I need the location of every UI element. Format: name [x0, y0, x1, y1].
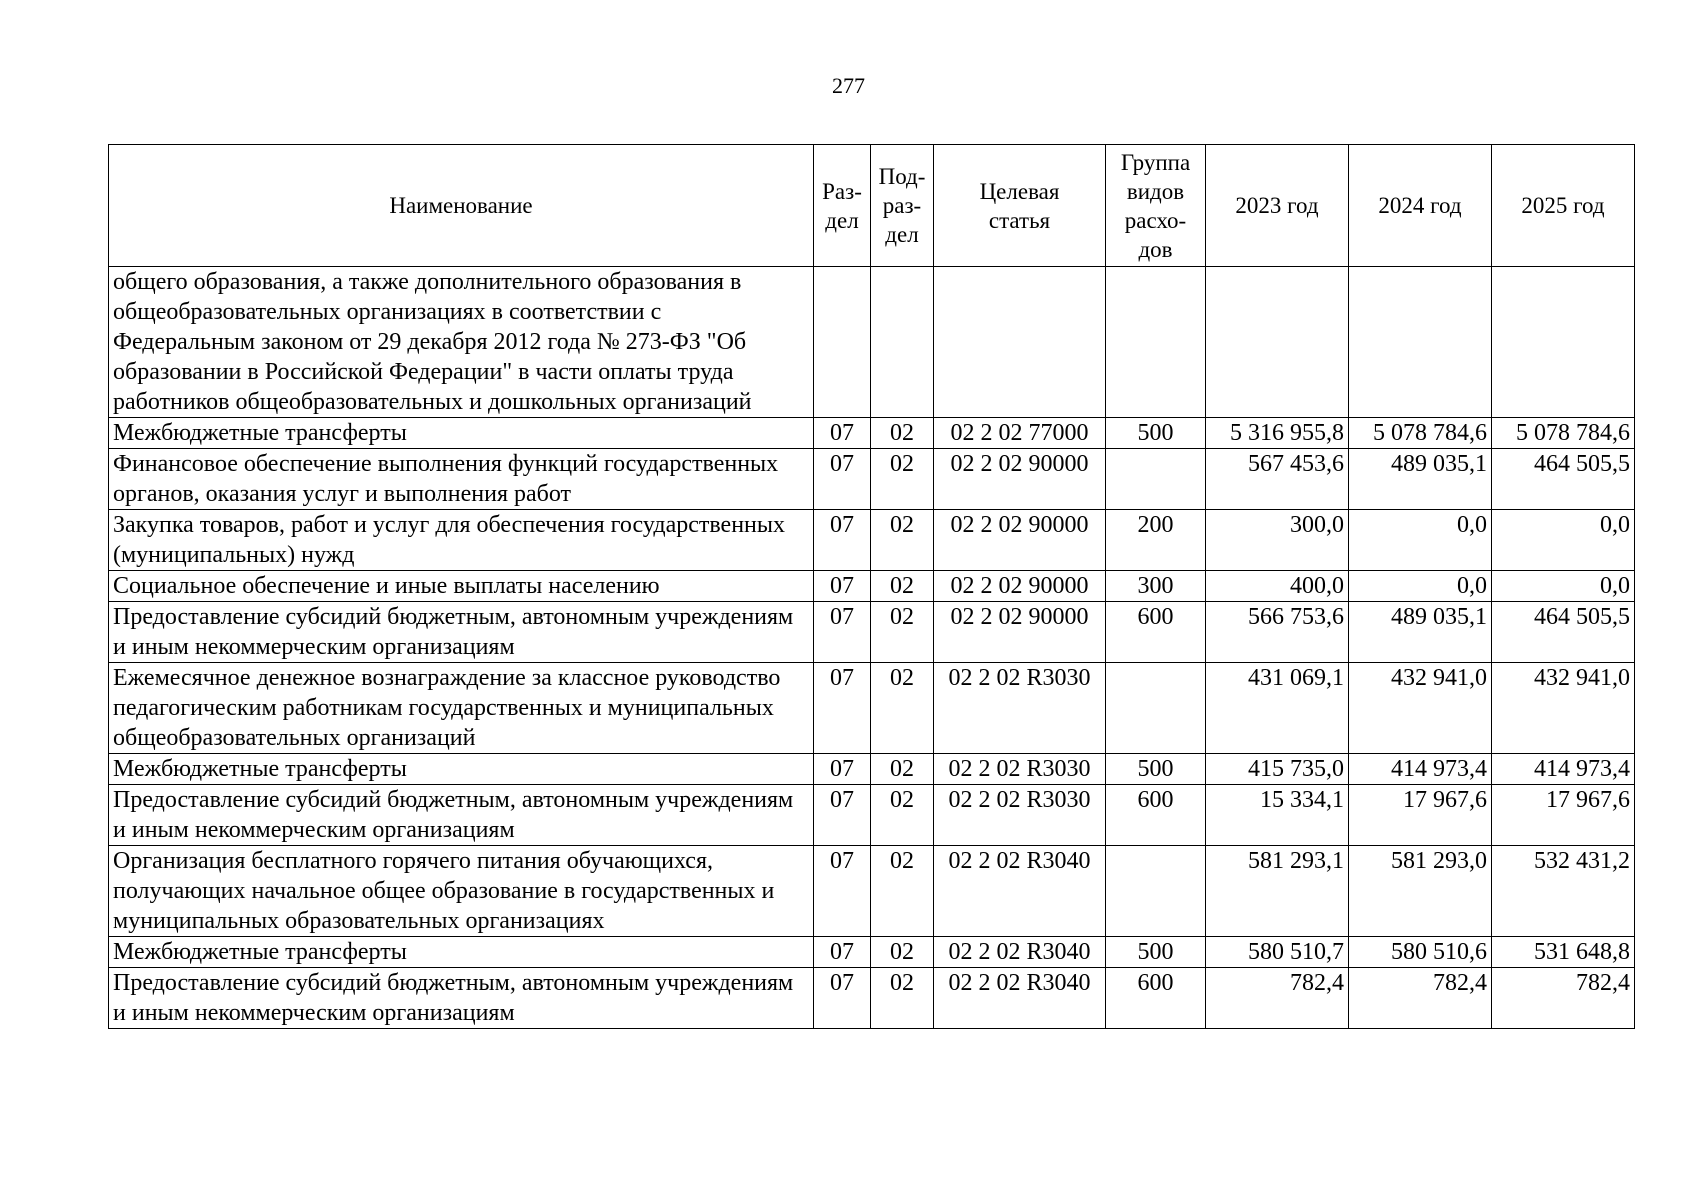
row-expense-group: 500 — [1106, 754, 1206, 785]
row-name: Организация бесплатного горячего питания обучающихся, получающих начальное общее образование в государственных и муниципальных образовательных организациях — [109, 846, 814, 937]
row-section: 07 — [814, 785, 871, 846]
row-amount-2025: 782,4 — [1492, 968, 1635, 1029]
row-amount-2024: 5 078 784,6 — [1349, 418, 1492, 449]
row-amount-2023: 782,4 — [1206, 968, 1349, 1029]
row-amount-2023: 15 334,1 — [1206, 785, 1349, 846]
row-amount-2025: 532 431,2 — [1492, 846, 1635, 937]
row-expense-group — [1106, 846, 1206, 937]
row-amount-2023: 431 069,1 — [1206, 663, 1349, 754]
header-expense-group: Группа видов расхо- дов — [1106, 145, 1206, 267]
header-year-2025: 2025 год — [1492, 145, 1635, 267]
row-amount-2024: 0,0 — [1349, 510, 1492, 571]
table-row — [109, 267, 1635, 418]
row-section — [814, 267, 871, 418]
row-section: 07 — [814, 602, 871, 663]
table-row — [109, 663, 1635, 754]
row-amount-2023: 580 510,7 — [1206, 937, 1349, 968]
table-row — [109, 785, 1635, 846]
row-amount-2025: 5 078 784,6 — [1492, 418, 1635, 449]
header-section: Раз- дел — [814, 145, 871, 267]
row-subsection: 02 — [871, 968, 934, 1029]
row-amount-2024: 581 293,0 — [1349, 846, 1492, 937]
row-name: Социальное обеспечение и иные выплаты населению — [109, 571, 814, 602]
row-expense-group: 500 — [1106, 418, 1206, 449]
row-amount-2025: 414 973,4 — [1492, 754, 1635, 785]
table-row — [109, 602, 1635, 663]
row-name: общего образования, а также дополнительного образования в общеобразовательных организациях в соответствии с Федеральным законом от 29 декабря 2012 года № 273-ФЗ "Об образовании в Российской Федерации" в части оплаты труда работников общеобразовательных и дошкольных организаций — [109, 267, 814, 418]
row-subsection — [871, 267, 934, 418]
row-amount-2025: 432 941,0 — [1492, 663, 1635, 754]
row-expense-group: 600 — [1106, 785, 1206, 846]
row-name: Предоставление субсидий бюджетным, автономным учреждениям и иным некоммерческим организациям — [109, 602, 814, 663]
table-row — [109, 510, 1635, 571]
row-target-article: 02 2 02 R3040 — [934, 968, 1106, 1029]
budget-table — [108, 144, 1635, 1029]
row-amount-2024: 414 973,4 — [1349, 754, 1492, 785]
row-expense-group: 500 — [1106, 937, 1206, 968]
row-expense-group — [1106, 449, 1206, 510]
row-subsection: 02 — [871, 571, 934, 602]
row-section: 07 — [814, 418, 871, 449]
row-amount-2023 — [1206, 267, 1349, 418]
row-target-article: 02 2 02 R3030 — [934, 754, 1106, 785]
row-amount-2024: 17 967,6 — [1349, 785, 1492, 846]
row-section: 07 — [814, 510, 871, 571]
row-amount-2023: 400,0 — [1206, 571, 1349, 602]
row-target-article: 02 2 02 R3040 — [934, 846, 1106, 937]
row-target-article: 02 2 02 90000 — [934, 602, 1106, 663]
row-name: Межбюджетные трансферты — [109, 937, 814, 968]
row-amount-2024: 432 941,0 — [1349, 663, 1492, 754]
row-target-article: 02 2 02 R3030 — [934, 785, 1106, 846]
row-subsection: 02 — [871, 602, 934, 663]
row-expense-group: 200 — [1106, 510, 1206, 571]
row-expense-group: 300 — [1106, 571, 1206, 602]
row-amount-2025: 464 505,5 — [1492, 602, 1635, 663]
row-name: Закупка товаров, работ и услуг для обеспечения государственных (муниципальных) нужд — [109, 510, 814, 571]
row-section: 07 — [814, 663, 871, 754]
row-target-article: 02 2 02 90000 — [934, 571, 1106, 602]
table-row — [109, 449, 1635, 510]
row-target-article — [934, 267, 1106, 418]
row-amount-2023: 581 293,1 — [1206, 846, 1349, 937]
row-name: Финансовое обеспечение выполнения функций государственных органов, оказания услуг и выполнения работ — [109, 449, 814, 510]
row-target-article: 02 2 02 90000 — [934, 449, 1106, 510]
row-expense-group: 600 — [1106, 968, 1206, 1029]
row-target-article: 02 2 02 77000 — [934, 418, 1106, 449]
row-section: 07 — [814, 571, 871, 602]
row-subsection: 02 — [871, 937, 934, 968]
row-subsection: 02 — [871, 663, 934, 754]
row-subsection: 02 — [871, 418, 934, 449]
row-section: 07 — [814, 937, 871, 968]
table-row — [109, 571, 1635, 602]
row-amount-2025: 464 505,5 — [1492, 449, 1635, 510]
row-amount-2024: 489 035,1 — [1349, 602, 1492, 663]
row-amount-2025: 531 648,8 — [1492, 937, 1635, 968]
row-target-article: 02 2 02 R3030 — [934, 663, 1106, 754]
row-amount-2024: 489 035,1 — [1349, 449, 1492, 510]
row-subsection: 02 — [871, 754, 934, 785]
row-amount-2025: 17 967,6 — [1492, 785, 1635, 846]
row-amount-2024 — [1349, 267, 1492, 418]
row-section: 07 — [814, 846, 871, 937]
header-year-2023: 2023 год — [1206, 145, 1349, 267]
row-amount-2023: 5 316 955,8 — [1206, 418, 1349, 449]
table-header-row — [109, 145, 1635, 267]
header-target-article: Целевая статья — [934, 145, 1106, 267]
row-target-article: 02 2 02 90000 — [934, 510, 1106, 571]
table-row — [109, 937, 1635, 968]
row-amount-2023: 566 753,6 — [1206, 602, 1349, 663]
table-row — [109, 846, 1635, 937]
row-name: Межбюджетные трансферты — [109, 754, 814, 785]
row-name: Ежемесячное денежное вознаграждение за классное руководство педагогическим работникам государственных и муниципальных общеобразовательных организаций — [109, 663, 814, 754]
row-amount-2024: 0,0 — [1349, 571, 1492, 602]
page-number: 277 — [832, 73, 865, 98]
row-subsection: 02 — [871, 449, 934, 510]
table-body — [109, 267, 1635, 1029]
row-name: Предоставление субсидий бюджетным, автономным учреждениям и иным некоммерческим организациям — [109, 968, 814, 1029]
row-section: 07 — [814, 449, 871, 510]
row-amount-2024: 580 510,6 — [1349, 937, 1492, 968]
row-subsection: 02 — [871, 510, 934, 571]
row-expense-group: 600 — [1106, 602, 1206, 663]
row-amount-2023: 300,0 — [1206, 510, 1349, 571]
row-amount-2025 — [1492, 267, 1635, 418]
row-section: 07 — [814, 754, 871, 785]
row-amount-2025: 0,0 — [1492, 571, 1635, 602]
row-expense-group — [1106, 663, 1206, 754]
row-subsection: 02 — [871, 846, 934, 937]
table-row — [109, 754, 1635, 785]
row-expense-group — [1106, 267, 1206, 418]
row-amount-2023: 567 453,6 — [1206, 449, 1349, 510]
row-subsection: 02 — [871, 785, 934, 846]
header-name: Наименование — [109, 145, 814, 267]
row-amount-2024: 782,4 — [1349, 968, 1492, 1029]
row-amount-2023: 415 735,0 — [1206, 754, 1349, 785]
header-subsection: Под- раз- дел — [871, 145, 934, 267]
row-amount-2025: 0,0 — [1492, 510, 1635, 571]
table-row — [109, 968, 1635, 1029]
table-row — [109, 418, 1635, 449]
row-name: Предоставление субсидий бюджетным, автономным учреждениям и иным некоммерческим организациям — [109, 785, 814, 846]
row-section: 07 — [814, 968, 871, 1029]
header-year-2024: 2024 год — [1349, 145, 1492, 267]
row-target-article: 02 2 02 R3040 — [934, 937, 1106, 968]
row-name: Межбюджетные трансферты — [109, 418, 814, 449]
